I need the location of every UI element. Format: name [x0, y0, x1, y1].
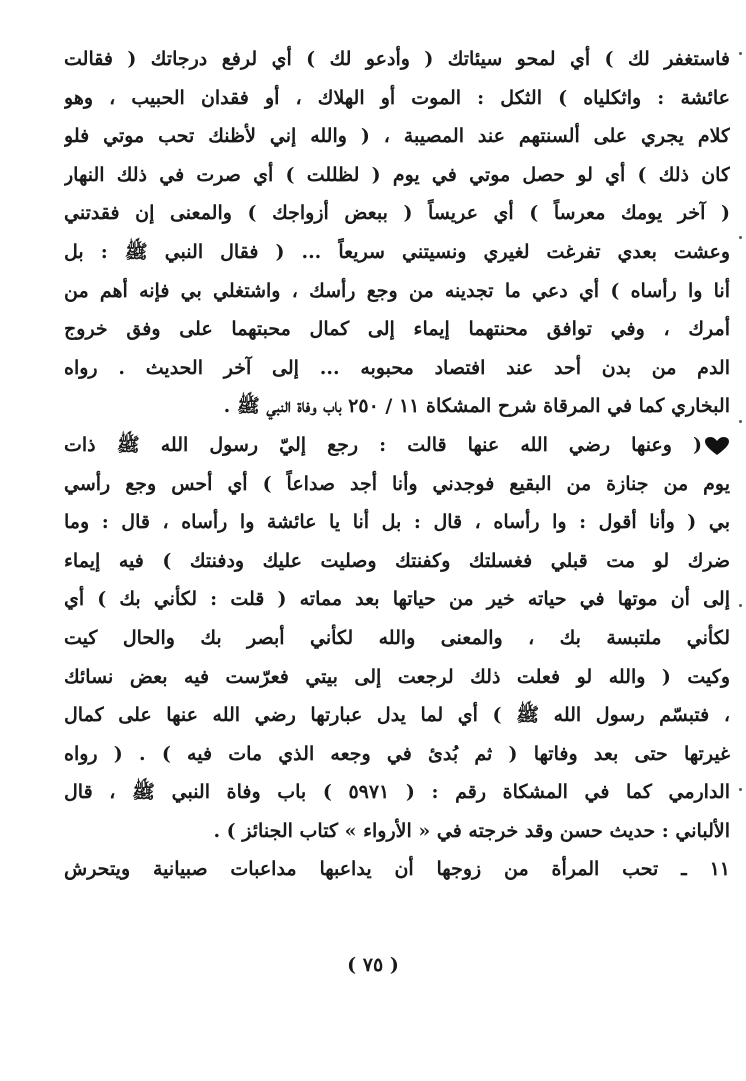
text-line: أمرك ، وفي توافق محنتهما إيماء إلى كمال محبتهما على وفق خروج — [64, 318, 730, 341]
text-line: كان ذلك ) أي لو حصل موتي في يوم ( لظللت ) أي صرت في ذلك النهار — [64, 163, 730, 186]
text-line: بي ( وأنا أقول : وا رأساه ، قال : بل أنا يا عائشة وا رأساه ، قال : وما — [64, 511, 730, 534]
heart-icon — [704, 436, 730, 456]
section-heading-line: ١١ ـ تحب المرأة من زوجها أن يداعبها مداعبات صبيانية ويتحرش — [64, 858, 730, 881]
page-number: ( ٧٥ ) — [347, 954, 399, 976]
scan-edge-mark — [739, 236, 742, 239]
text-line: ( آخر يومك معرساً ) أي عريساً ( ببعض أزواجك ) والمعنى إن فقدتني — [64, 202, 730, 225]
text-line: فاستغفر لك ) أي لمحو سيئاتك ( وأدعو لك ) أي لرفع درجاتك ( فقالت — [64, 48, 730, 70]
hadith-start-text: ( وعنها رضي الله عنها قالت : رجع إليّ رسول الله ﷺ ذات — [64, 433, 702, 456]
text-line: عائشة : واثكلياه ) الثكل : الموت أو الهلاك ، أو فقدان الحبيب ، وهو — [64, 86, 730, 109]
text-line: وكيت ( والله لو فعلت ذلك لرجعت إلى بيتي فعرّست فيه بعض نسائك — [64, 665, 730, 688]
text-line: إلى أن موتها في حياته خير من حياتها بعد مماته ( قلت : لكأني بك ) أي — [64, 588, 730, 611]
scan-edge-mark — [739, 420, 742, 423]
text-line: البخاري كما في المرقاة شرح المشكاة ١١ / ٢٥٠ باب وفاة النبي ﷺ . — [223, 395, 730, 418]
text-line: أنا وا رأساه ) أي دعي ما تجدينه من وجع رأسك ، واشتغلي بي فإنه أهم من — [64, 279, 730, 302]
text-line: غيرتها حتى بعد وفاتها ( ثم بُدئ في وجعه الذي مات فيه ) . ( رواه — [64, 742, 730, 765]
text-line: الدم من بدن أحد عند افتصاد محبوبه ... إلى آخر الحديث . رواه — [64, 356, 730, 379]
hadith-start-line — [64, 426, 730, 465]
text-line: ، فتبسّم رسول الله ﷺ ) أي لما يدل عبارتها رضي الله عنها على كمال — [64, 704, 730, 727]
text-line: الدارمي كما في المشكاة رقم : ( ٥٩٧١ ) باب وفاة النبي ﷺ ، قال — [64, 781, 730, 804]
text-line: وعشت بعدي تفرغت لغيري ونسيتني سريعاً ... ( فقال النبي ﷺ : بل — [64, 240, 730, 263]
heart-shape — [705, 437, 729, 455]
text-line: يوم من جنازة من البقيع فوجدني وأنا أجد صداعاً ) أي أحس وجع رأسي — [64, 472, 730, 495]
scan-edge-mark — [739, 52, 742, 55]
page-body-text — [64, 40, 730, 889]
scan-edge-mark — [739, 788, 742, 791]
text-line: الألباني : حديث حسن وقد خرجته في « الأرواء » كتاب الجنائز ) . — [213, 819, 730, 842]
text-line: ضرك لو مت قبلي فغسلتك وكفنتك وصليت عليك ودفنتك ) فيه إيماء — [64, 549, 730, 572]
scan-edge-mark — [739, 604, 742, 607]
text-line: كلام يجري على ألسنتهم عند المصيبة ، ( والله إني لأظنك تحب موتي فلو — [64, 125, 730, 148]
text-line: لكأني ملتبسة بك ، والمعنى والله لكأني أبصر بك والحال كيت — [64, 626, 730, 649]
